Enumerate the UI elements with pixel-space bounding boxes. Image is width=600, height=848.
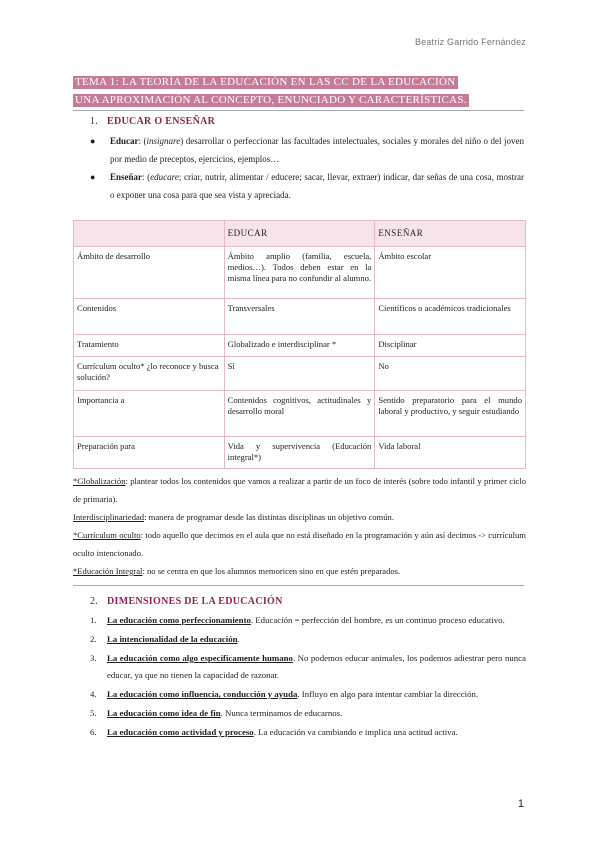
term-educar: Educar (110, 136, 139, 146)
list-item (90, 650, 526, 684)
table-row (74, 247, 526, 299)
table-row (74, 335, 526, 357)
definition-educar (90, 132, 524, 168)
cell-ensenar: Vida laboral (375, 437, 526, 469)
cell-ensenar: No (375, 357, 526, 391)
item-title: La educación como perfeccionamiento (107, 615, 251, 625)
note-interdisciplinariedad (73, 508, 526, 526)
note-text: : plantear todos los contenidos que vamos a realizar a partir de un foco de interés (sobre todo infantil y primer ciclo de primaria). (73, 476, 526, 504)
cell-educar: Ámbito amplio (familia, escuela, medios…). Todos deben estar en la misma línea para no confundir al alumno. (224, 247, 375, 299)
table-row (74, 391, 526, 437)
list-item (90, 612, 526, 629)
header-educar: EDUCAR (224, 221, 375, 247)
page-number: 1 (517, 798, 524, 810)
cell-educar: Sí (224, 357, 375, 391)
list-item (90, 631, 526, 648)
table-header-row (74, 221, 526, 247)
title-line-2: UNA APROXIMACIÓN AL CONCEPTO, ENUNCIADO Y CARACTERÍSTICAS. (75, 94, 467, 106)
note-term: *Educación Integral (73, 566, 143, 576)
row-label: Contenidos (74, 299, 225, 335)
note-term: *Currículum oculto (73, 530, 141, 540)
item-text: . La educación va cambiando e implica una actitud activa. (253, 727, 458, 737)
bullet-icon: ● (90, 172, 96, 182)
bullet-icon: ● (90, 136, 96, 146)
row-label: Importancia a (74, 391, 225, 437)
cell-ensenar: Sentido preparatorio para el mundo laboral y productivo, y seguir estudiando (375, 391, 526, 437)
section-1-number: 1. (90, 116, 99, 127)
row-label: Tratamiento (74, 335, 225, 357)
item-text: . No podemos educar animales, los podemos adiestrar pero nunca educar, ya que no tienen la capacidad de razonar. (107, 653, 526, 680)
section-2-title: DIMENSIONES DE LA EDUCACIÓN (107, 596, 283, 607)
cell-educar: Vida y supervivencia (Educación integral*) (224, 437, 375, 469)
definition-text: ) desarrollar o perfeccionar las facultades intelectuales, sociales y morales del niño o del joven por medio de preceptos, ejercicios, ejemplos… (110, 136, 524, 164)
item-text: . Influyo en algo para intentar cambiar la dirección. (297, 689, 479, 699)
etymology: insignare (146, 136, 181, 146)
item-text: . Nunca terminamos de educarnos. (220, 708, 343, 718)
definitions-list (90, 132, 524, 204)
cell-educar: Transversales (224, 299, 375, 335)
item-number: 6. (90, 727, 97, 737)
section-2-heading (90, 596, 283, 607)
item-title: La educación como influencia, conducción y ayuda (107, 689, 298, 699)
comparison-table (73, 220, 526, 469)
cell-educar: Globalizado e interdisciplinar * (224, 335, 375, 357)
note-term: Interdisciplinariedad (73, 512, 145, 522)
divider (73, 585, 524, 586)
cell-ensenar: Disciplinar (375, 335, 526, 357)
divider (73, 110, 524, 111)
note-curriculum-oculto (73, 526, 526, 562)
section-1-heading (90, 116, 215, 127)
item-title: La educación como idea de fin (107, 708, 221, 718)
section-1-title: EDUCAR O ENSEÑAR (107, 116, 216, 127)
note-text: : todo aquello que decimos en el aula que no está diseñado en la programación y aún así decimos -> currículum oculto intencionado. (73, 530, 526, 558)
definition-text: ; criar, nutrir, alimentar / educere; sacar, llevar, extraer) indicar, dar señas de una cosa, mostrar o exponer una cosa para que sea vista y apreciada. (110, 172, 525, 200)
note-text: : no se centra en que los alumnos memoricen sino en que estén preparados. (142, 566, 401, 576)
header-empty (74, 221, 225, 247)
note-text: : manera de programar desde las distintas disciplinas un objetivo común. (144, 512, 394, 522)
item-number: 2. (90, 634, 97, 644)
definition-ensenar (90, 168, 524, 204)
list-item (90, 686, 526, 703)
etymology: educare (150, 172, 179, 182)
item-title: La educación como algo específicamente humano (107, 653, 293, 663)
term-ensenar: Enseñar (110, 172, 143, 182)
author-name: Beatriz Garrido Fernández (414, 37, 526, 47)
note-globalizacion (73, 472, 526, 508)
row-label: Currículum oculto* ¿lo reconoce y busca solución? (74, 357, 225, 391)
row-label: Ámbito de desarrollo (74, 247, 225, 299)
table-row (74, 437, 526, 469)
item-text: . (237, 634, 240, 644)
cell-ensenar: Científicos o académicos tradicionales (375, 299, 526, 335)
item-text: . Educación = perfección del hombre, es un continuo proceso educativo. (250, 615, 505, 625)
note-educacion-integral (73, 562, 526, 580)
list-item (90, 724, 526, 741)
document-title (73, 72, 469, 108)
sep: : ( (138, 136, 147, 146)
table-row (74, 299, 526, 335)
list-item (90, 705, 526, 722)
row-label: Preparación para (74, 437, 225, 469)
header-ensenar: ENSEÑAR (375, 221, 526, 247)
cell-ensenar: Ámbito escolar (375, 247, 526, 299)
item-number: 4. (90, 689, 97, 699)
item-title: La educación como actividad y proceso (107, 727, 254, 737)
item-number: 1. (90, 615, 97, 625)
sep: : ( (142, 172, 151, 182)
dimensions-list (90, 612, 526, 743)
item-number: 5. (90, 708, 97, 718)
item-title: La intencionalidad de la educación (107, 634, 238, 644)
title-line-1: TEMA 1: LA TEORÍA DE LA EDUCACIÓN EN LAS CC DE LA EDUCACIÓN (75, 76, 456, 88)
table-row (74, 357, 526, 391)
note-term: *Globalización (73, 476, 126, 486)
item-number: 3. (90, 653, 97, 663)
footnotes (73, 472, 526, 580)
cell-educar: Contenidos cognitivos, actitudinales y desarrollo moral (224, 391, 375, 437)
section-2-number: 2. (90, 596, 99, 607)
